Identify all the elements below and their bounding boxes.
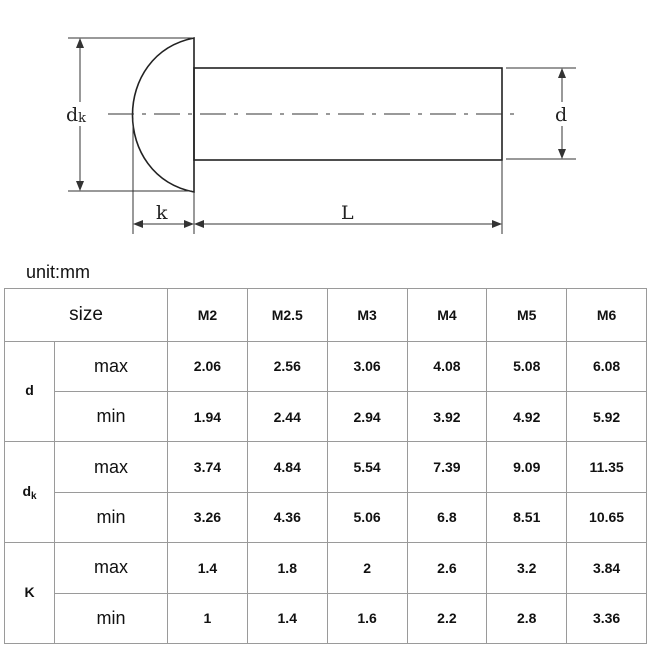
- table-cell: 6.08: [567, 341, 647, 391]
- column-header: M5: [487, 289, 567, 342]
- header-row: [5, 289, 647, 342]
- table-cell: 5.54: [327, 442, 407, 492]
- unit-label: unit:mm: [26, 262, 91, 282]
- table-cell: 7.39: [407, 442, 487, 492]
- table-cell: 1.4: [168, 543, 248, 593]
- table-cell: 2.8: [487, 593, 567, 643]
- table-cell: 3.2: [487, 543, 567, 593]
- table-cell: 3.26: [168, 492, 248, 542]
- table-cell: 11.35: [567, 442, 647, 492]
- table-cell: 3.92: [407, 392, 487, 442]
- table-cell: 1.6: [327, 593, 407, 643]
- table-cell: 3.84: [567, 543, 647, 593]
- spec-table: [4, 288, 647, 644]
- table-cell: 2.2: [407, 593, 487, 643]
- table-cell: 4.92: [487, 392, 567, 442]
- row-label: min: [55, 593, 168, 643]
- row-label: max: [55, 341, 168, 391]
- rivet-dimension-drawing: [0, 0, 650, 260]
- row-label: max: [55, 442, 168, 492]
- L-label: L: [341, 202, 354, 224]
- table-cell: 2.06: [168, 341, 248, 391]
- table-cell: 1.94: [168, 392, 248, 442]
- table-cell: 5.08: [487, 341, 567, 391]
- row-label: min: [55, 392, 168, 442]
- dk-label: dk: [66, 104, 87, 126]
- table-cell: 8.51: [487, 492, 567, 542]
- d-label: d: [555, 104, 568, 126]
- size-header: size: [5, 289, 168, 342]
- table-cell: 1.8: [247, 543, 327, 593]
- group-label-d: d: [5, 341, 55, 442]
- table-row: [5, 392, 647, 442]
- table-cell: 2.6: [407, 543, 487, 593]
- table-cell: 9.09: [487, 442, 567, 492]
- table-cell: 6.8: [407, 492, 487, 542]
- table-cell: 3.06: [327, 341, 407, 391]
- table-cell: 5.06: [327, 492, 407, 542]
- table-row: [5, 341, 647, 391]
- table-row: [5, 543, 647, 593]
- group-label-dk: $d_k$: [5, 442, 55, 543]
- rivet-head-outline: [133, 38, 195, 192]
- row-label: min: [55, 492, 168, 542]
- table-cell: 10.65: [567, 492, 647, 542]
- group-label-K: K: [5, 543, 55, 644]
- column-header: M3: [327, 289, 407, 342]
- column-header: M2.5: [247, 289, 327, 342]
- table-cell: 2.56: [247, 341, 327, 391]
- table-row: [5, 593, 647, 643]
- table-cell: 3.36: [567, 593, 647, 643]
- column-header: M6: [567, 289, 647, 342]
- table-cell: 5.92: [567, 392, 647, 442]
- table-cell: 3.74: [168, 442, 248, 492]
- table-cell: 4.84: [247, 442, 327, 492]
- k-label: k: [156, 202, 168, 224]
- table-cell: 2.94: [327, 392, 407, 442]
- table-cell: 2: [327, 543, 407, 593]
- table-cell: 1: [168, 593, 248, 643]
- column-header: M4: [407, 289, 487, 342]
- column-header: M2: [168, 289, 248, 342]
- table-row: [5, 442, 647, 492]
- table-cell: 4.08: [407, 341, 487, 391]
- table-cell: 1.4: [247, 593, 327, 643]
- table-cell: 4.36: [247, 492, 327, 542]
- table-row: [5, 492, 647, 542]
- row-label: max: [55, 543, 168, 593]
- table-cell: 2.44: [247, 392, 327, 442]
